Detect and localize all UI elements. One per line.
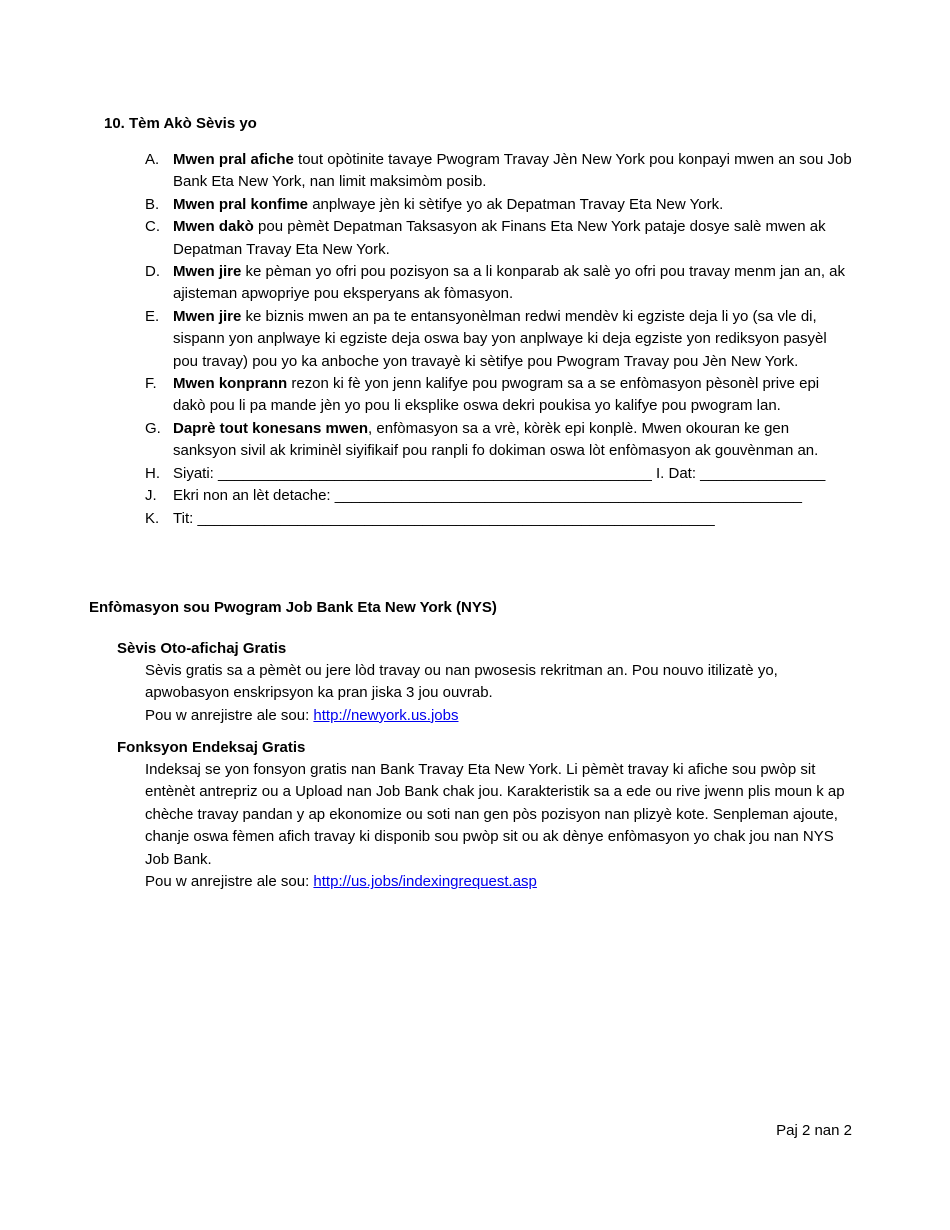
term-letter: J.	[145, 487, 157, 505]
term-text	[173, 216, 855, 261]
term-letter: G.	[145, 419, 161, 437]
posting-register-link[interactable]: http://newyork.us.jobs	[313, 706, 459, 724]
term-letter: B.	[145, 195, 160, 213]
term-emphasis: Mwen konprann	[173, 375, 288, 393]
page-number: Paj 2 nan 2	[776, 1122, 852, 1139]
posting-service-paragraph	[145, 660, 857, 727]
term-item	[145, 508, 855, 530]
job-bank-heading: Enfòmasyon sou Pwogram Job Bank Eta New York (NYS)	[89, 599, 497, 616]
term-body-text: rezon ki fè yon jenn kalifye pou pwogram sa a se enfòmasyon pèsonèl prive epi dakò pou li pa mande jèn yo pou li eksplike oswa dekri poukisa yo kalifye pou pwogram lan.	[173, 375, 820, 415]
term-item	[145, 306, 855, 373]
term-body-text: anplwaye jèn ki sètifye yo ak Depatman Travay Eta New York.	[308, 195, 724, 213]
posting-service-text: Sèvis gratis sa a pèmèt ou jere lòd travay ou nan pwosesis rekritman an. Pou nouvo itilizatè yo, apwobasyon enskripsyon ka pran jiska 3 jou ouvrab.	[145, 662, 778, 702]
term-body-text: , enfòmasyon sa a vrè, kòrèk epi konplè. Mwen okouran ke gen sanksyon sivil ak kriminèl siyifikaif pou ranpli fo dokiman oswa lòt enfòmasyon ak gouvènman an.	[173, 419, 819, 460]
term-text	[173, 485, 855, 507]
term-item	[145, 261, 855, 306]
posting-service-heading: Sèvis Oto-afichaj Gratis	[117, 640, 287, 657]
term-emphasis: Mwen dakò	[173, 218, 254, 236]
term-text	[173, 194, 855, 216]
term-letter: A.	[145, 151, 160, 168]
term-text	[173, 373, 855, 418]
indexing-paragraph	[145, 759, 857, 893]
term-letter: E.	[145, 307, 160, 325]
term-emphasis: Mwen pral afiche	[173, 151, 294, 168]
term-item	[145, 194, 855, 216]
term-letter: D.	[145, 263, 160, 281]
term-text	[173, 149, 855, 194]
term-letter: H.	[145, 464, 160, 482]
posting-register-label: Pou w anrejistre ale sou:	[145, 706, 314, 724]
term-item	[145, 216, 855, 261]
term-letter: K.	[145, 509, 160, 527]
term-item	[145, 149, 855, 194]
term-item	[145, 463, 855, 485]
indexing-register-link[interactable]: http://us.jobs/indexingrequest.asp	[313, 873, 537, 891]
term-emphasis: Mwen pral konfime	[173, 195, 309, 213]
term-item	[145, 373, 855, 418]
term-text	[173, 418, 855, 463]
term-text	[173, 306, 855, 373]
term-letter: F.	[145, 375, 157, 393]
term-body-text: ke pèman yo ofri pou pozisyon sa a li konparab ak salè yo ofri pou travay menm jan an, ak ajisteman apwopriye pou eksperyans ak fòmasyon.	[173, 263, 846, 303]
section-10-heading: 10. Tèm Akò Sèvis yo	[104, 115, 257, 132]
term-emphasis: Mwen jire	[173, 263, 242, 281]
term-letter: C.	[145, 218, 160, 236]
indexing-text: Indeksaj se yon fonsyon gratis nan Bank Travay Eta New York. Li pèmèt travay ki afiche sou pwòp sit entènèt antrepriz ou a Upload nan Job Bank chak jou. Karakteristik sa a ede ou rive jwenn plis moun k ap chèche travay pandan y ap ekonomize ou soti nan gen pòs pozisyon nan plizyè kote. Senpleman ajoute, chanje oswa fèmen afich travay ki disponib sou pwòp sit ou ak dènye enfòmasyon yo chak jou nan NYS Job Bank.	[145, 761, 845, 868]
term-body-text: Ekri non an lèt detache: ________________________________________________________	[173, 487, 802, 505]
term-text	[173, 508, 855, 530]
term-text	[173, 463, 855, 485]
term-body-text: tout opòtinite tavaye Pwogram Travay Jèn New York pou konpayi mwen an sou Job Bank Eta New York, nan limit maksimòm posib.	[173, 151, 852, 191]
indexing-register-label: Pou w anrejistre ale sou:	[145, 873, 314, 891]
term-body-text: ke biznis mwen an pa te entansyonèlman redwi mendèv ki egziste deja li yo (sa vle di, sispann yon anplwaye ki egziste deja oswa bay yon anplwaye ki deja egziste yon rediksyon pasyèl pou travay) pou yo ka anboche yon travayè ki sètifye pou Pwogram Travay pou Jèn New York.	[173, 307, 827, 370]
term-body-text: Tit: ______________________________________________________________	[173, 509, 715, 527]
indexing-heading: Fonksyon Endeksaj Gratis	[117, 739, 306, 756]
terms-list	[145, 149, 855, 530]
term-item	[145, 485, 855, 507]
term-emphasis: Mwen jire	[173, 307, 242, 325]
term-body-text: pou pèmèt Depatman Taksasyon ak Finans Eta New York pataje dosye salè mwen ak Depatman Travay Eta New York.	[173, 218, 826, 258]
term-item	[145, 418, 855, 463]
term-body-text: Siyati: ____________________________________________________ I. Dat: _______________	[173, 464, 826, 482]
term-text	[173, 261, 855, 306]
term-emphasis: Daprè tout konesans mwen	[173, 419, 369, 437]
